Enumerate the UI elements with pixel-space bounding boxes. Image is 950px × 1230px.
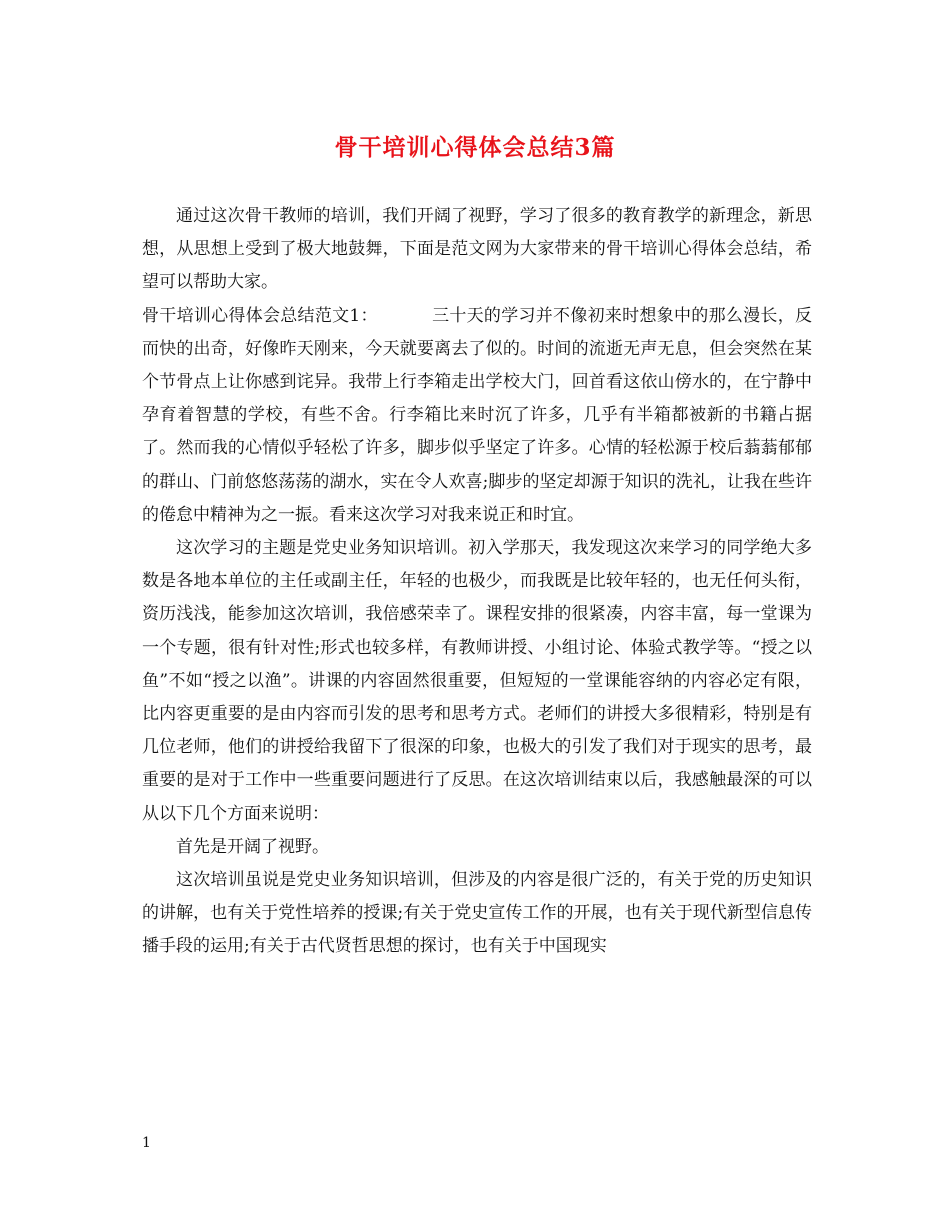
section-label: 骨干培训心得体会总结范文1：: [142, 305, 378, 326]
section-paragraph: [142, 300, 812, 532]
paragraph-3: 首先是开阔了视野。: [176, 836, 329, 857]
paragraph-2: 这次学习的主题是党史业务知识培训。初入学那天，我发现这次来学习的同学绝大多数是各地本单位的主任或副主任，年轻的也极少，而我既是比较年轻的，也无任何头衔，资历浅浅，能参加这次培训，我倍感荣幸了。课程安排的很紧凑，内容丰富，每一堂课为一个专题，很有针对性;形式也较多样，有教师讲授、小组讨论、体验式教学等。“授之以鱼”不如“授之以渔”。讲课的内容固然很重要，但短短的一堂课能容纳的内容必定有限，比内容更重要的是由内容而引发的思考和思考方式。老师们的讲授大多很精彩，特别是有几位老师，他们的讲授给我留下了很深的印象，也极大的引发了我们对于现实的思考，最重要的是对于工作中一些重要问题进行了反思。在这次培训结束以后，我感触最深的可以从以下几个方面来说明：: [142, 538, 812, 824]
document-title: 骨干培训心得体会总结3篇: [334, 134, 616, 161]
document-body: [142, 200, 812, 964]
page-number: 1: [142, 1135, 151, 1151]
intro-paragraph: 通过这次骨干教师的培训，我们开阔了视野，学习了很多的教育教学的新理念，新思想，从思想上受到了极大地鼓舞，下面是范文网为大家带来的骨干培训心得体会总结，希望可以帮助大家。: [142, 206, 812, 293]
paragraph-4: 这次培训虽说是党史业务知识培训，但涉及的内容是很广泛的，有关于党的历史知识的讲解，也有关于党性培养的授课;有关于党史宣传工作的开展，也有关于现代新型信息传播手段的运用;有关于古代贤哲思想的探讨，也有关于中国现实: [142, 870, 812, 957]
paragraph-1: 三十天的学习并不像初来时想象中的那么漫长，反而快的出奇，好像昨天刚来，今天就要离去了似的。时间的流逝无声无息，但会突然在某个节骨点上让你感到诧异。我带上行李箱走出学校大门，回首看这依山傍水的，在宁静中孕育着智慧的学校，有些不舍。行李箱比来时沉了许多，几乎有半箱都被新的书籍占据了。然而我的心情似乎轻松了许多，脚步似乎坚定了许多。心情的轻松源于校后蓊蓊郁郁的群山、门前悠悠荡荡的湖水，实在令人欢喜;脚步的坚定却源于知识的洗礼，让我在些许的倦怠中精神为之一振。看来这次学习对我来说正和时宜。: [142, 305, 812, 525]
